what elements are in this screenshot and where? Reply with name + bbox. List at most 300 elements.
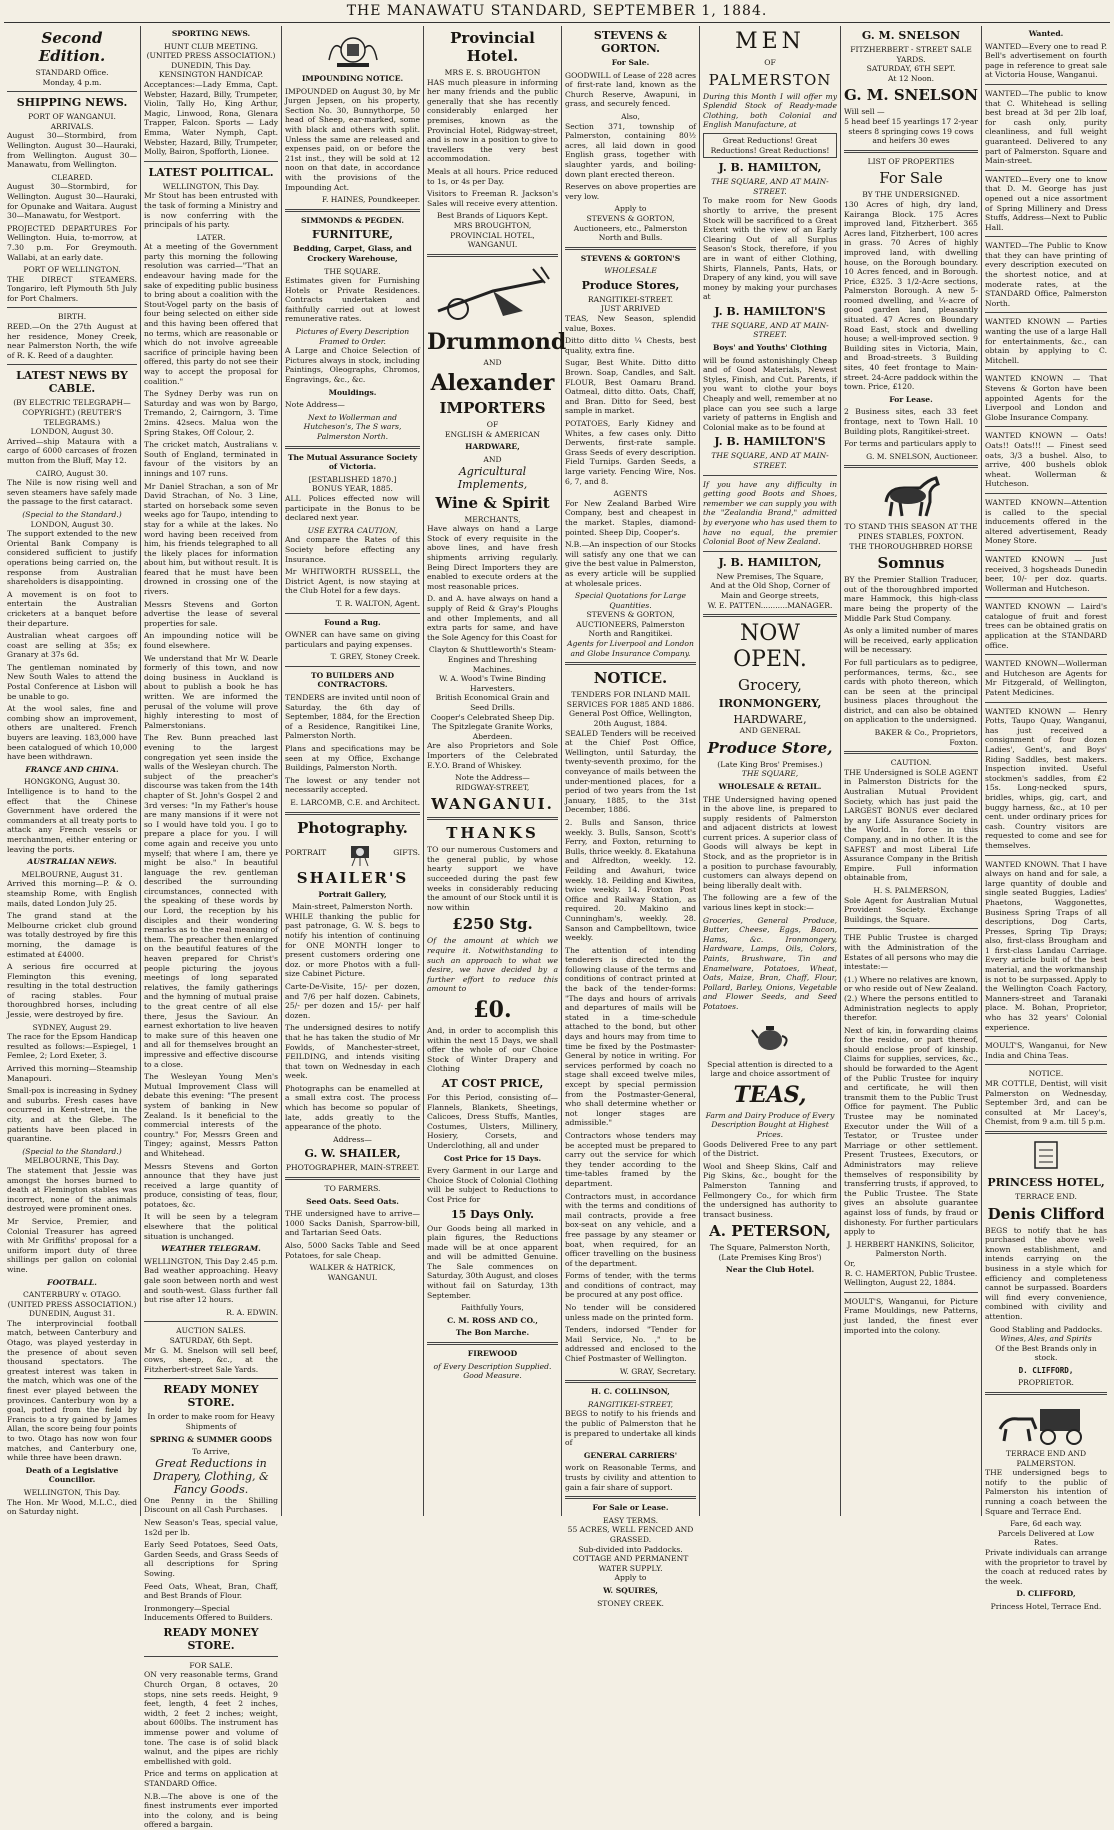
ad-para: For this Period, consisting of—Flannels, Blankets, Sheetings, Calicoes, Dress Stuffs, Mantles, Costumes, Ulsters, Millinery, Hosiery, Corsets, and Underclothing, all and under bbox=[427, 1092, 558, 1150]
ad-para: Every Garment in our Large and Choice Stock of Colonial Clothing will be subject to Reductions to Cost Price for bbox=[427, 1166, 558, 1204]
news-para: It will be seen by a telegram elsewhere that the political situation is unchanged. bbox=[144, 1212, 278, 1241]
signature: G. M. SNELSON, Auctioneer. bbox=[866, 451, 978, 461]
cleared-heading: CLEARED. bbox=[51, 172, 93, 182]
agency-line: Clayton & Shuttleworth's Steam-Engines and Threshing Machines. bbox=[428, 645, 557, 674]
proprietor-line: PROPRIETOR. bbox=[1018, 1378, 1074, 1388]
drummond-heading: Drummond bbox=[427, 328, 567, 355]
news-para: The Nile is now rising well and seven steamers have safely made the passage to the first cataract. bbox=[7, 478, 137, 507]
dateline: HONGKONG, August 30. bbox=[23, 777, 121, 787]
ad-para: BEGS to notify that he has purchased the above well-known establishment, and intends carrying on the business in a style which for efficiency and completeness cannot be surpassed. Boarders will find every convenience, combined with civility and attention. bbox=[985, 1225, 1107, 1321]
signature: STEVENS & GORTON, Auctioneers, etc., Palmerston North and Bulls. bbox=[573, 213, 688, 243]
column-5 bbox=[562, 26, 700, 1608]
farmers-heading: TO FARMERS. bbox=[324, 1184, 381, 1194]
produce-store-heading: Produce Store, bbox=[707, 738, 833, 757]
news-para: At the wool sales, fine and combing show an improvement, others are unaltered. French buyers are leaving. 183,000 have been catalogued of which 10,000 have been withdrawn. bbox=[7, 704, 137, 762]
agency-line: British Economical Grain and Seed Drills. bbox=[435, 693, 550, 712]
ad-para: THE undersigned have to arrive—1000 Sacks Danish, Sparrow-bill, and Tartarian Seed Oats. bbox=[285, 1209, 420, 1238]
hotel-line: Princess Hotel, Terrace End. bbox=[990, 1601, 1102, 1611]
hamilton-heading: J. B. HAMILTON, bbox=[718, 555, 822, 569]
post-office-line: General Post Office, Wellington, 20th August, 1884. bbox=[569, 709, 692, 729]
ad-para: Are also Proprietors and Sole Importers of the Celebrated E.Y.O. Brand of Whiskey. bbox=[427, 741, 558, 770]
snelson-heading: G. M. SNELSON bbox=[861, 29, 961, 42]
ad-line: SPRING & SUMMER GOODS bbox=[149, 1434, 273, 1444]
ad-para: And compare the Rates of this Society before effecting any Insurance. bbox=[285, 535, 420, 564]
signature: T. GREY, Stoney Creek. bbox=[330, 652, 420, 662]
notice-heading: NOTICE. bbox=[1028, 1069, 1064, 1079]
column-2 bbox=[141, 26, 282, 1830]
ross-line: C. M. ROSS AND CO., bbox=[447, 1315, 538, 1325]
wanted-ad: WANTED KNOWN — Just received, 3 hogsheads Dunedin beer, 10/- per doz. quarts. Wollerman and Hutcheson. bbox=[985, 554, 1107, 593]
amount-line: £250 Stg. bbox=[452, 915, 533, 934]
caution-line: USE EXTRA CAUTION, bbox=[307, 525, 398, 535]
ad-para: Tenders, indorsed "Tender for Mail Service, No. ," to be addressed and enclosed to the Chief Postmaster of Wellington. bbox=[565, 1325, 696, 1364]
ad-line: To Arrive, bbox=[192, 1447, 230, 1457]
dateline: CAIRO, August 30. bbox=[35, 468, 109, 478]
ad-para: OWNER can have same on giving particulars and paying expenses. bbox=[285, 630, 420, 649]
ad-para: During this Month I will offer my Splendid Stock of Ready-made Clothing, both Colonial and English Manufacture, at bbox=[703, 91, 837, 130]
ad-para: THE Undersigned having opened in the above line, is prepared to supply residents of Palmerston and adjacent districts at lowest current prices. A superior class of Goods will always be kept in Stock, and as the proprietor is in a position to purchase favourably, customers can always depend on being liberally dealt with. bbox=[703, 794, 837, 890]
news-para: The support extended to the new Oriental Bank Company is considered sufficient to justify operations being carried on, the response from Australian shareholders is disappointing. bbox=[7, 529, 137, 587]
thoroughbred-line: THE THOROUGHBRED HORSE bbox=[849, 541, 973, 551]
address-line: Note the Address— bbox=[455, 773, 530, 783]
ad-para: THE Undersigned is SOLE AGENT in Palmerston Districts for the Australian Mutual Provident Society, which has just paid the LARGEST BONUS ever declared by any Life Assurance Society in the World. In force in this Company, and in no other. It is the SAFEST and most Liberal Life Assurance Company in the British Empire. Full information obtainable from, bbox=[844, 767, 978, 883]
match-heading: CANTERBURY v. OTAGO. bbox=[23, 1290, 121, 1300]
column-4 bbox=[424, 26, 567, 1516]
wine-spirit-heading: Wine & Spirit bbox=[435, 493, 550, 512]
divider bbox=[7, 307, 137, 308]
ad-para: Sugar, Best White. Ditto ditto Brown. Soap, Candles, and Salt. FLOUR, Best Oamaru Brand. Oatmeal, ditto ditto. Oats, Chaff, and Bran. Ditto for Seed, best sample in market. bbox=[565, 358, 696, 416]
birth-text: REED.—On the 27th August at her residence, Money Creek, near Palmerston North, the wife of R. K. Reed of a daughter. bbox=[7, 322, 137, 360]
address-line: THE SQUARE, AND AT MAIN-STREET. bbox=[711, 451, 829, 470]
news-para: A serious fire occurred at Flemington this evening, resulting in the total destruction of racing stables. Four thoroughbred horses, including Jessie, were destroyed by fire. bbox=[7, 962, 137, 1020]
divider bbox=[985, 312, 1107, 313]
signature: F. HAINES, Poundkeeper. bbox=[321, 195, 420, 205]
will-sell-line: Will sell — bbox=[844, 107, 885, 117]
wanted-ad: WANTED—Every one to read P. Bell's advertisement on fourth page in reference to great sale at Victoria House, Wanganui. bbox=[985, 41, 1107, 80]
firewood-line: of Every Description Supplied. bbox=[433, 1361, 552, 1371]
ad-para: IMPOUNDED on August 30, by Mr Jurgen Jepsen, on his property, Section No. 30, Bunnythorpe, 50 head of Sheep, ear-marked, some with black and others with split. Unless the same are released and expenses paid, on or before the 21st inst., they will be sold at 12 noon on that date, in accordance with the provisions of the Impounding Act. bbox=[285, 86, 420, 192]
divider bbox=[703, 614, 837, 617]
rug-heading: Found a Rug. bbox=[324, 617, 381, 627]
dateline: WELLINGTON, This Day. bbox=[23, 1487, 121, 1497]
late-line: (Late King Bros' Premises.) bbox=[717, 759, 823, 769]
dateline: WELLINGTON, This Day. bbox=[162, 181, 260, 191]
upa-line: (UNITED PRESS ASSOCIATION.) bbox=[146, 51, 276, 61]
address-line: Next to Wollerman and Hutcheson's, The S wars, Palmerston North. bbox=[303, 412, 402, 441]
signature: WALKER & HATRICK, WANGANUI. bbox=[309, 1263, 396, 1282]
date-line: Monday, 4 p.m. bbox=[42, 77, 102, 87]
ready-heading: READY MONEY STORE. bbox=[163, 1625, 259, 1652]
ad-para: Forms of tender, with the terms and conditions of contract, may be procured at any post office. bbox=[565, 1271, 696, 1300]
divider bbox=[427, 817, 558, 820]
easy-terms: EASY TERMS. bbox=[602, 1515, 659, 1525]
signature: STEVENS & GORTON, AUCTIONEERS, Palmerston North and Rangitikei. bbox=[576, 610, 685, 639]
upa-line: (UNITED PRESS ASSOCIATION.) bbox=[7, 1299, 137, 1309]
firewood-heading: FIREWOOD bbox=[467, 1349, 518, 1359]
bon-marche-line: The Bon Marche. bbox=[455, 1328, 530, 1338]
teapot-icon bbox=[750, 1016, 790, 1056]
photo-heading: Photography. bbox=[297, 818, 408, 837]
signature: E. LARCOMB, C.E. and Architect. bbox=[290, 798, 420, 807]
cleared-text: August 30—Stormbird, for Wellington. August 30—Hauraki, for Opunake and Waitara. August 30—Manawatu, for Westport. bbox=[7, 182, 137, 221]
gifts-label: GIFTS. bbox=[393, 847, 420, 857]
merchants-line: MERCHANTS, bbox=[464, 514, 521, 524]
divider bbox=[844, 1292, 978, 1293]
signature: T. R. WALTON, Agent. bbox=[335, 598, 420, 608]
ad-para: WHILE thanking the public for past patronage, G. W. S. begs to notify his intention of continuing for ONE MONTH longer to present customers ordering one doz. or more Photos with a full-size Cabinet Picture. bbox=[285, 911, 420, 979]
square-line: THE SQUARE, bbox=[741, 769, 799, 779]
divider bbox=[844, 751, 978, 754]
news-para: Bad weather approaching. Heavy gale soon between north and west and south-west. Glass further fall but rise after 12 hours. bbox=[144, 1266, 278, 1305]
ironmongery-line: IRONMONGERY, bbox=[718, 697, 822, 711]
news-para: Mr Daniel Strachan, a son of Mr David Strachan, of No. 3 Line, started on horseback some seven weeks ago for Taupo, intending to stay for a while at the lakes. No word having been received from him, his friends telegraphed to all the likely places for information about him, but without result. It is feared that he must have been drowned in crossing one of the rivers. bbox=[144, 481, 278, 597]
ad-para: The following are a few of the various lines kept in stock:— bbox=[703, 893, 837, 913]
news-para: The gentleman nominated by New South Wales to attend the Postal Conference at Lisbon will be unable to go. bbox=[7, 662, 137, 701]
wanted-ad: WANTED KNOWN—Attention is called to the special inducements offered in the altered advertisement, Ready Money Store. bbox=[985, 497, 1107, 546]
dateline: MELBOURNE, This Day. bbox=[24, 1156, 120, 1166]
stoney-creek-line: STONEY CREEK. bbox=[597, 1598, 664, 1608]
camera-icon bbox=[347, 840, 373, 866]
auction-heading: AUCTION SALES. bbox=[176, 1326, 246, 1336]
cost-price-line: AT COST PRICE, bbox=[441, 1076, 544, 1090]
general-line: AND GENERAL bbox=[739, 726, 801, 736]
street-line: RANGITIKEI-STREET. bbox=[587, 294, 674, 304]
port2-heading: PORT OF WELLINGTON. bbox=[23, 265, 121, 275]
tender-title: TENDERS FOR INLAND MAIL SERVICES FOR 1885 AND 1886. bbox=[566, 690, 695, 709]
later-heading: LATER. bbox=[196, 232, 226, 242]
bonus-line: BONUS YEAR, 1885. bbox=[312, 484, 393, 494]
news-para: The interprovincial football match, between Canterbury and Otago, was played yesterday in the presence of about seven thousand spectators. The greatest interest was taken in the match, which was one of the finest ever played between the provinces. Canterbury won by a goal, potted from the field by Francis to a try gained by James Allan, the score being four points to two. Otago has now won four matches, and Canterbury one, while three have been drawn. bbox=[7, 1318, 137, 1463]
ad-para: (1.) Where no relatives are known, or who reside out of New Zealand. (2.) Where the persons entitled to Administration neglects to apply therefor. bbox=[844, 974, 978, 1023]
signature: R. C. HAMERTON, Public Trustee. bbox=[844, 1268, 978, 1278]
sale-date-line: SATURDAY, 6TH SEPT. bbox=[866, 64, 956, 74]
special-heading: (Special to the Standard.) bbox=[22, 509, 122, 519]
days-only-line: 15 Days Only. bbox=[451, 1207, 534, 1221]
port-heading: PORT OF WANGANUI. bbox=[28, 112, 116, 122]
news-para: Mr G. M. Snelson will sell beef, cows, sheep, &c., at the Fitzherbert-street Sale Yards. bbox=[144, 1345, 278, 1374]
australian-heading: AUSTRALIAN NEWS. bbox=[27, 857, 117, 867]
coach-heading: TERRACE END AND PALMERSTON. bbox=[1005, 1449, 1087, 1468]
apply-line: Apply to bbox=[614, 1573, 647, 1583]
divider bbox=[7, 364, 137, 365]
caution-heading: CAUTION. bbox=[890, 758, 932, 768]
farm-produce-line: Farm and Dairy Produce of Every Description Bought at Highest Prices. bbox=[705, 1110, 835, 1139]
news-para: The Rev. Bunn preached last evening to the largest congregation yet seen inside the walls of the Wesleyan church. The subject of the preacher's discourse was taken from the 14th chapter of St. John's Gospel 2 and 3rd verses: "In my Father's house are many mansions if it were not so I would have told you. I go to prepare a place for you. I will come again and receive you unto myself; that where I am, there ye might be also." In beautiful language the rev. gentleman described the surrounding circumstances, connected with the speaking of these words by our Lord, the reception by his disciples and their wondering remarks as to the real meaning of them. The preacher then enlarged on the beautiful features of the heaven prepared for Christ's people picturing the joyous meetings of long separated relatives, the family gatherings and the hymning of mutual praise to the great centre of all else there, Jesus the Saviour. An earnest exhortation to live heaven to make sure of this heaven one and all for themselves brought an impressive and effective discourse to a close. bbox=[144, 733, 278, 1069]
ad-para: Early Seed Potatoes, Seed Oats, Garden Seeds, and Grass Seeds of all descriptions for Spring Sowing. bbox=[144, 1540, 278, 1578]
ad-para: Contractors whose tenders may be accepted must be prepared to carry out the service for which they tender according to the time-tables framed by the department. bbox=[565, 1130, 696, 1188]
news-para: Acceptances:—Lady Emma, Capt. Webster, Hazard, Billy, Trumpeter, Violin, Tally Ho, King Arthur, Magic, Linwood, Rona, Glenara Trapper, Falcon. Sports — Lady Emma, Water Nymph, Capt. Webster, Hazard, Billy, Trumpeter, Molly, Bairon, Spofforth, Lionee. bbox=[144, 79, 278, 157]
divider bbox=[285, 613, 420, 614]
ad-para: For New Zealand Barbed Wire Company, best and cheapest in the market. Staples, diamond-pointed. Sheep Dip, Cooper's. bbox=[565, 498, 696, 537]
royal-crest-icon bbox=[323, 30, 383, 70]
street-line: RANGITIKEI-STREET, bbox=[587, 1399, 674, 1409]
horse-icon bbox=[876, 472, 946, 518]
squires-line: W. SQUIRES, bbox=[603, 1585, 658, 1595]
divider bbox=[985, 702, 1107, 703]
wanganui-heading: WANGANUI. bbox=[431, 795, 554, 814]
shipping-heading: SHIPPING NEWS. bbox=[16, 96, 128, 110]
news-para: The Sydney Derby was run on Saturday and was won by Bargo, Tremando, 2, Cairngorn, 3. Time 2mins. 42secs. Malua won the Spring Stakes, Off Colour, 2. bbox=[144, 389, 278, 437]
ad-para: One Penny in the Shilling Discount on all Cash Purchases. bbox=[144, 1495, 278, 1515]
wholesale-retail-line: WHOLESALE & RETAIL. bbox=[718, 781, 822, 791]
ad-para: will be found astonishingly Cheap and of Good Materials, Newest Styles, Finish, and Cut. Parents, if you want to clothe your boys Cheaply and well, remember at no place can you see such a large variety of patterns in English and Colonial make as to be found at bbox=[703, 355, 837, 432]
pictures-line: Pictures of Every Description Framed to Order. bbox=[295, 327, 410, 346]
thanks-heading: THANKS bbox=[446, 824, 539, 843]
ad-para: Our Goods being all marked in plain figures, the Reductions made will be at once apparent and will be admitted Genuine. The Sale commences on Saturday, 30th August, and closes without fail on Saturday, 13th September. bbox=[427, 1223, 558, 1300]
yards-line: FITZHERBERT - STREET SALE YARDS. bbox=[850, 45, 972, 64]
quotations-line: Special Quotations for Large Quantities. bbox=[574, 591, 687, 610]
ad-para: N.B.—The above is one of the finest instruments ever imported into the colony, and is being offered a bargain. bbox=[144, 1791, 278, 1830]
column-1 bbox=[4, 26, 141, 1516]
established-line: [ESTABLISHED 1870.] bbox=[308, 474, 397, 484]
divider bbox=[565, 1496, 696, 1499]
undersigned-line: BY THE UNDERSIGNED. bbox=[862, 190, 960, 200]
for-sale-heading: For Sale bbox=[879, 169, 943, 188]
square-line: THE SQUARE. bbox=[324, 266, 381, 276]
ad-para: Of the amount at which we require it. Notwithstanding to such an approach to what we desire, we have decided by a further effort to reduce this amount to bbox=[427, 936, 558, 994]
wanted-ad: MOULT'S, Wanganui, for New India and China Teas. bbox=[985, 1041, 1107, 1060]
divider bbox=[985, 170, 1107, 171]
ad-para: A Large and Choice Selection of Pictures always in stock, including Paintings, Oleographs, Chromos, Engravings, &c., &c. bbox=[285, 346, 420, 385]
plough-icon bbox=[433, 261, 553, 325]
ad-para: Mr WHITWORTH RUSSELL, the District Agent, is now staying at the Club Hotel for a few days. bbox=[285, 567, 420, 596]
weather-heading: WEATHER TELEGRAM. bbox=[161, 1244, 261, 1254]
ad-para: Private individuals can arrange with the proprietor to travel by the coach at reduced rates by the week. bbox=[985, 1548, 1107, 1586]
ad-line: Best Brands of Liquors Kept. bbox=[436, 211, 549, 221]
column-8 bbox=[982, 26, 1110, 1611]
ad-para: 2. Bulls and Sanson, thrice weekly. 3. Bulls, Sanson, Scott's Ferry, and Foxton, returning to Bulls, thrice weekly. 8. Ekatahuna and Alfredton, weekly. 12. Feilding and Awahuri, twice weekly. 18. Feilding and Kiwitea, twice weekly. 14. Foxton Post Office and Railway Station, as required. 20. Makino and Cunningham's, weekly. 28. Sanson and Campbelltown, twice weekly. bbox=[565, 817, 696, 943]
columns bbox=[4, 26, 1110, 1830]
death-heading: Death of a Legislative Councillor. bbox=[25, 1465, 119, 1485]
shailer-heading: SHAILER'S bbox=[296, 868, 409, 887]
signature: W. GRAY, Secretary. bbox=[619, 1366, 696, 1376]
news-para: The statement that Jessie was amongst the horses burned to death at Flemington stables was incorrect, none of the animals destroyed were prominent ones. bbox=[7, 1165, 137, 1214]
divider bbox=[427, 1342, 558, 1345]
news-para: Small-pox is increasing in Sydney and suburbs. Fresh cases have occurred in Kent-street, in the city, and at the Glebe. The patients have been placed in quarantine. bbox=[7, 1086, 137, 1144]
sale-time-line: At 12 Noon. bbox=[888, 73, 934, 83]
divider bbox=[985, 236, 1107, 237]
divider bbox=[144, 161, 278, 162]
port2-text: THE DIRECT STEAMERS. Tongariro, left Plymouth 5th July for Port Chalmers. bbox=[7, 274, 137, 303]
news-para: The race for the Epsom Handicap resulted as follows:—Espiegel, 1 Femlee, 2; Lord Exeter, 3. bbox=[7, 1032, 137, 1061]
signature: MRS BROUGHTON, PROVINCIAL HOTEL, WANGANUI. bbox=[450, 220, 535, 250]
news-para: Arrived—ship Mataura with a cargo of 6000 carcases of frozen mutton from the Bluff, May 12. bbox=[7, 436, 137, 465]
and-line: AND bbox=[483, 455, 502, 465]
ad-para: HAS much pleasure in informing her many friends and the public generally that she has recently considerably enlarged her premises, known as the Provincial Hotel, Ridgway-street, and is now in a position to give to travellers the very best accommodation. bbox=[427, 77, 558, 164]
apply-line: Apply to bbox=[614, 204, 647, 214]
hardware-line: HARDWARE, bbox=[465, 442, 520, 452]
ad-para: Groceries, General Produce, Butter, Cheese, Eggs, Bacon, Hams, &c. Ironmongery, Hardware, Lamps, Oils, Colors, Paints, Brushware, Tin and Enamelware, Potatoes, Wheat, Oats, Maize, Bran, Chaff, Flour, Pollard, Barley, Onions, Vegetable and Flower Seeds, and Seed Potatoes. bbox=[703, 915, 837, 1011]
dateline: DUNEDIN, This Day. bbox=[171, 60, 251, 70]
date-line: Wellington, August 22, 1884. bbox=[844, 1278, 956, 1288]
signature: J. HERBERT HANKINS, Solicitor, Palmerston North. bbox=[847, 1239, 975, 1259]
princess-heading: PRINCESS HOTEL, bbox=[987, 1175, 1105, 1189]
paddocks-line: Sub-divided into Paddocks. bbox=[578, 1544, 683, 1554]
clifford-heading: Denis Clifford bbox=[987, 1204, 1105, 1223]
sale-lease-heading: For Sale or Lease. bbox=[592, 1503, 669, 1513]
ad-para: As only a limited number of mares will be received, early application will be necessary. bbox=[844, 626, 978, 655]
divider bbox=[7, 91, 137, 92]
terrace-line: TERRACE END. bbox=[1015, 1191, 1077, 1201]
lease-list: 2 Business sites, each 33 feet frontage, next to Town Hall. 10 Building plots, Rangitikei-street. bbox=[844, 407, 978, 436]
main-street-line: Main-street, Palmerston North. bbox=[292, 902, 413, 912]
divider bbox=[144, 1321, 278, 1322]
divider bbox=[844, 928, 978, 929]
masthead: THE MANAWATU STANDARD, SEPTEMBER 1, 1884. bbox=[346, 3, 768, 19]
somnus-heading: Somnus bbox=[877, 554, 945, 573]
news-para: The Wesleyan Young Men's Mutual Improvement Class will debate this evening: "The present system of banking in New Zealand. Is it beneficial to the commercial interests of the country." For, Messrs Green and Tingey; against, Messrs Patton and Whitehead. bbox=[144, 1072, 278, 1158]
column-6 bbox=[700, 26, 841, 1516]
ad-line: In order to make room for Heavy Shipments of bbox=[147, 1412, 275, 1431]
ad-para: Contractors must, in accordance with the terms and conditions of mail contracts, provide a free box-seat on any vehicle, and a free passage by any steamer or boat, when required, for an officer travelling on the business of the department. bbox=[565, 1191, 696, 1268]
ad-para: MOULT'S, Wanganui, for Picture Frame Mouldings, new Patterns, just landed, the finest ever imported into the colony. bbox=[844, 1296, 978, 1335]
news-para: We understand that Mr W. Dearle formerly of this town, and now doing business in Auckland is about to publish a book he has written. We are informed the perusal of the volume will prove highly interesting to most of Palmerstonians. bbox=[144, 653, 278, 730]
signature: R. A. EDWIN. bbox=[226, 1307, 278, 1317]
now-open-heading: NOW OPEN. bbox=[733, 621, 807, 673]
dateline: LONDON, August 30. bbox=[30, 519, 114, 529]
notice-heading: NOTICE. bbox=[593, 669, 668, 688]
hunt-heading: HUNT CLUB MEETING. bbox=[164, 41, 258, 51]
ad-para: No tender will be considered unless made on the printed form. bbox=[565, 1303, 696, 1322]
agricultural-line: Agricultural Implements, bbox=[457, 464, 528, 491]
projected-text: PROJECTED DEPARTURES For Wellington. Huia, to-morrow, at 7.30 p.m. For Greymouth. Wallabi, at an early date. bbox=[7, 223, 137, 262]
news-para: Mr Stout has been entrusted with the task of forming a Ministry and is now conferring with the principals of his party. bbox=[144, 191, 278, 230]
divider bbox=[844, 150, 978, 153]
ad-para: Note Address— bbox=[285, 400, 345, 410]
signature: BAKER & Co., Proprietors, Foxton. bbox=[874, 728, 978, 747]
stand-line: TO STAND THIS SEASON AT THE PINES STABLES, FOXTON. bbox=[844, 522, 978, 541]
football-heading: FOOTBALL. bbox=[47, 1277, 97, 1287]
divider bbox=[285, 666, 420, 667]
palmerson-line: H. S. PALMERSON, bbox=[873, 885, 949, 895]
ad-para: Wool and Sheep Skins, Calf and Pig Skins, &c., bought for the Palmerston Tanning and Fellmongery Co., for which firm the undersigned has authority to transact business. bbox=[703, 1161, 837, 1219]
wanted-ad: WANTED—The Public to Know that they can have printing of every description executed on the shortest notice, and at moderate rates, at the STANDARD Office, Palmerston North. bbox=[985, 241, 1107, 308]
divider bbox=[844, 465, 978, 468]
stock-list: 5 head beef 15 yearlings 17 2-year steers 8 springing cows 19 cows and heifers 30 ewes bbox=[844, 116, 978, 146]
wanted-ad: WANTED—The public to know that C. Whitehead is selling best bread at 3d per 2lb loaf, for cash only, purity cleanliness, and full weight guaranteed. Delivered to any part of Palmerston. Square and Main-street. bbox=[985, 88, 1107, 166]
ad-para: TENDERS are invited until noon of Saturday, the 6th day of September, 1884, for the Erection of a Residence, Rangitikei Line, Palmerston North. bbox=[285, 693, 420, 741]
boys-clothing-line: Boys' and Youths' Clothing bbox=[713, 343, 827, 353]
photographer-line: PHOTOGRAPHER, MAIN-STREET. bbox=[285, 1163, 420, 1173]
special-heading: (Special to the Standard.) bbox=[22, 1146, 122, 1156]
ad-para: If you have any difficulty in getting good Boots and Shoes, remember we can supply you with the "Zealandia Brand," admitted by everyone who has used them to have no equal, the premier Colonial Boot of New Zealand. bbox=[703, 479, 837, 547]
office-line: STANDARD Office. bbox=[35, 68, 109, 77]
shailer-name: G. W. SHAILER, bbox=[304, 1147, 401, 1161]
old-shop-line: And at the Old Shop, Corner of Main and George streets, bbox=[710, 581, 830, 600]
reductions-box: Great Reductions! Great Reductions! Great Reductions! bbox=[703, 133, 837, 158]
manager-line: W. E. PATTEN...........MANAGER. bbox=[707, 600, 833, 610]
ad-para: GOODWILL of Lease of 228 acres of first-rate land, known as the Church Reserve, Awapuni, in grass, and securely fenced. bbox=[565, 70, 696, 109]
address-line: THE SQUARE, AND AT MAIN-STREET. bbox=[711, 320, 829, 340]
news-para: Messrs Stevens and Gorton announce that they have just received a large quantity of produce, consisting of teas, flour, potatoes, &c. bbox=[144, 1161, 278, 1209]
ad-para: THE undersigned begs to notify to the public of Palmerston his intention of running a coach between the Square and Terrace End. bbox=[985, 1468, 1107, 1516]
ad-para: BEGS to notify to his friends and the public of Palmerston that he is prepared to undertake all kinds of bbox=[565, 1409, 696, 1448]
divider bbox=[144, 1378, 278, 1379]
news-para: The cricket match, Australians v. South of England, terminated in favour of the visitors by an innings and 107 runs. bbox=[144, 440, 278, 478]
cable-heading: LATEST NEWS BY CABLE. bbox=[16, 369, 128, 396]
wanted-ad: WANTED KNOWN — Parties wanting the use of a large Hall for entertainments, &c., can obtain by applying to C. Mitchell. bbox=[985, 317, 1107, 365]
ad-para: Photographs can be enamelled at a small extra cost. The process which has become so popular of late, adds greatly to the appearance of the photo. bbox=[285, 1083, 420, 1132]
ad-para: Section 371, township of Palmerston, containing 80½ acres, all laid down in good English grass, together with slaughter yards, and boiling-down plant erected thereon. bbox=[565, 121, 696, 179]
wanted-ad: WANTED KNOWN — That Stevens & Gorton have been appointed Agents for the Liverpool and London and Globe Insurance Company. bbox=[985, 374, 1107, 422]
importers-heading: IMPORTERS bbox=[439, 399, 546, 418]
firewood-line: Good Measure. bbox=[463, 1371, 522, 1381]
arrivals-text: August 30—Stormbird, from Wellington. August 30—Hauraki, from Wellington. August 30—Manawatu, from Wellington. bbox=[7, 131, 137, 170]
ad-para: Plans and specifications may be seen at my Office, Exchange Buildings, Palmerston North. bbox=[285, 744, 420, 773]
ad-para: TO our numerous Customers and the general public, by whose hearty support we have succeeded during the past few weeks in considerably reducing the amount of our Stock until it is now within bbox=[427, 845, 558, 912]
ad-para: ON very reasonable terms, Grand Church Organ, 8 octaves, 20 stops, nine sets reeds. Height, 9 feet, length, 4 feet 2 inches, width, 2 feet 2 inches; weight, about 600lbs. The instrument has immense power and volume of tone. The case is of solid black walnut, and the pipes are richly embellished with gold. bbox=[144, 1670, 278, 1766]
arrivals-heading: ARRIVALS. bbox=[50, 121, 94, 131]
ad-para: Price and terms on application at STANDARD Office. bbox=[144, 1769, 278, 1788]
divider bbox=[985, 550, 1107, 551]
news-para: The grand stand at the Melbourne cricket club ground was totally destroyed by fire this morning, the damage is estimated at £4000. bbox=[7, 911, 137, 959]
hardware-line: HARDWARE, bbox=[733, 713, 807, 727]
ad-para: Goods Delivered Free to any part of the District. bbox=[703, 1139, 837, 1159]
clifford-name: D. CLIFFORD, bbox=[1018, 1365, 1074, 1375]
ad-para: BY the Premier Stallion Traducer, out of the thoroughbred imported mare Hammock, this high-class mare being the property of the Middle Park Stud Company. bbox=[844, 575, 978, 623]
wanted-ad: WANTED—Every one to know that D. M. George has just opened out a nice assortment of Spring Millinery and Dress Stuffs, Address—Next to Public Hall. bbox=[985, 174, 1107, 232]
divider bbox=[565, 247, 696, 250]
political-heading: LATEST POLITICAL. bbox=[148, 165, 274, 179]
hotel-sign-icon bbox=[1031, 1138, 1061, 1172]
ad-para: Feed Oats, Wheat, Bran, Chaff, and Best Brands of Flour. bbox=[144, 1581, 278, 1601]
for-lease-heading: For Lease. bbox=[889, 394, 933, 404]
agents-heading: AGENTS bbox=[613, 489, 648, 499]
collinson-heading: H. C. COLLINSON, bbox=[591, 1387, 670, 1397]
ad-para: Also, 5000 Sacks Table and Seed Potatoes, for sale Cheap. bbox=[285, 1241, 420, 1260]
impound-heading: IMPOUNDING NOTICE. bbox=[301, 74, 404, 83]
builders-heading: TO BUILDERS AND CONTRACTORS. bbox=[310, 670, 395, 690]
ready-heading: READY MONEY STORE. bbox=[163, 1383, 259, 1410]
divider bbox=[285, 446, 420, 449]
mouldings-heading: Mouldings. bbox=[328, 387, 377, 397]
furniture-heading: FURNITURE, bbox=[312, 228, 393, 242]
ad-para: The undersigned desires to notify that he has taken the studio of Mr Fowlds, of Manchester-street, FEILDING, and intends visiting that town on Wednesday in each week. bbox=[285, 1023, 420, 1081]
wanted-ad: WANTED KNOWN. That I have always on hand and for sale, a large quantity of double and single seated Buggies, Ladies' Phaetons, Waggonettes, Business Spring Traps of all descriptions, Dog Carts, Presses, Spring Tip Drays; also, first-class Brougham and 1 first-class Landau Carriage. Every article built of the best material, and the workmanship is not to be surpassed. Apply to the Wellington Coach Factory, Manners-street and Taranaki place. M. Bohan, Proprietor, who has 32 years' Colonial experience. bbox=[985, 859, 1107, 1032]
ad-para: The attention of intending tenderers is directed to the following clause of the terms and conditions of contract printed at the back of the tender-forms: "The days and hours of arrivals and departures of mails will be stated in a time-schedule attached to the bond, but other days and hours may from time to time be fixed by the Postmaster-General by notice in writing. For services performed by coach no stage shall exceed twelve miles, except by special permission from the Postmaster-General, who shall determine whether or not longer stages are admissible." bbox=[565, 945, 696, 1128]
alexander-heading: Alexander bbox=[430, 370, 555, 397]
premises-line: New Premises, The Square, bbox=[716, 571, 824, 581]
parcels-line: Parcels Delivered at Low Rates. bbox=[997, 1528, 1095, 1548]
ad-para: For terms and particulars apply to bbox=[844, 439, 977, 449]
fare-line: Fare, 6d each way. bbox=[1010, 1519, 1082, 1529]
grocery-line: Grocery, bbox=[738, 676, 802, 695]
ad-para: D. and A. have always on hand a supply of Reid & Gray's Ploughs and other Implements, and all extra parts for same, and have the Sole Agency for this Coast for bbox=[427, 594, 558, 642]
ad-para: Sole Agent for Australian Mutual Provident Society. Exchange Buildings, the Square. bbox=[844, 895, 978, 924]
divider bbox=[985, 1392, 1107, 1395]
ad-para: For full particulars as to pedigree, performances, terms, &c., see cards with photo thereon, which can be seen at the principal business places throughout the district, and can also be obtained on application to the undersigned. bbox=[844, 657, 978, 725]
divider bbox=[985, 493, 1107, 494]
ad-para: Next of kin, in forwarding claims for the residue, or part thereof, should enclose proof of kinship. Claims for supplies, services, &c., should be forwarded to the Agent of the Public Trustee for inquiry and certificate, he will then transmit them to the Public Trust Office for payment. The Public Trustee may be nominated Executor under the Will of a Testator, or Trustee under Marriage or other settlement. Present Trustees, Executors, or Administrators may relieve themselves of responsibility by transferring trusts, if approved, to the Public Trustee. The State gives an absolute guarantee against loss of funds, by fraud or dishonesty. For further particulars apply to bbox=[844, 1025, 978, 1237]
dateline: WELLINGTON, This Day 2.45 p.m. bbox=[144, 1256, 278, 1266]
divider bbox=[985, 369, 1107, 370]
agency-line: The Spitzlegate Granite Works, Aberdeen. bbox=[432, 722, 553, 741]
property-list: 130 Acres of high, dry land, Kairanga Block. 175 Acres improved land, Fitzherbert. 365 Acres land, Fitzherbert, 100 acres in grass. 70 Acres of highly improved land, with dwelling house, on the Borough boundary. 10 Acres fenced, and in Borough. Price, £325. 3 1/2-Acre sections, Palmerston Borough. A new 5-roomed dwelling, and ¼-acre of good garden land, pleasantly situated. 47 Acres on Boundary Road East, stock and dwelling house; a well-improved section. 9 Building sites in Victoria, Main, and Broad-streets. 3 Building sites, 40 feet frontage to Main-street. 24-Acre paddock within the town. Price, £120. bbox=[844, 199, 978, 392]
brands-line: Of the Best Brands only in stock. bbox=[995, 1343, 1097, 1363]
ad-para: Reserves on above properties are very low. bbox=[565, 182, 696, 201]
teas-heading: TEAS, bbox=[733, 1081, 807, 1108]
cable-sub: (BY ELECTRIC TELEGRAPH—COPYRIGHT.) (REUTER'S TELEGRAMS.) bbox=[13, 398, 131, 427]
divider bbox=[985, 654, 1107, 655]
auction-date: SATURDAY, 6th Sept. bbox=[169, 1336, 253, 1345]
or-line: Or, bbox=[844, 1258, 856, 1268]
acres-line: 55 ACRES, WELL FENCED AND GRASSED. bbox=[567, 1525, 694, 1544]
men-heading: MEN bbox=[735, 29, 805, 54]
ad-para: New Season's Teas, special value, 1s2d per lb. bbox=[144, 1517, 278, 1537]
hamilton-heading: J. B. HAMILTON'S bbox=[714, 435, 826, 449]
divider bbox=[985, 855, 1107, 856]
forsale-heading: FOR SALE. bbox=[189, 1660, 233, 1670]
